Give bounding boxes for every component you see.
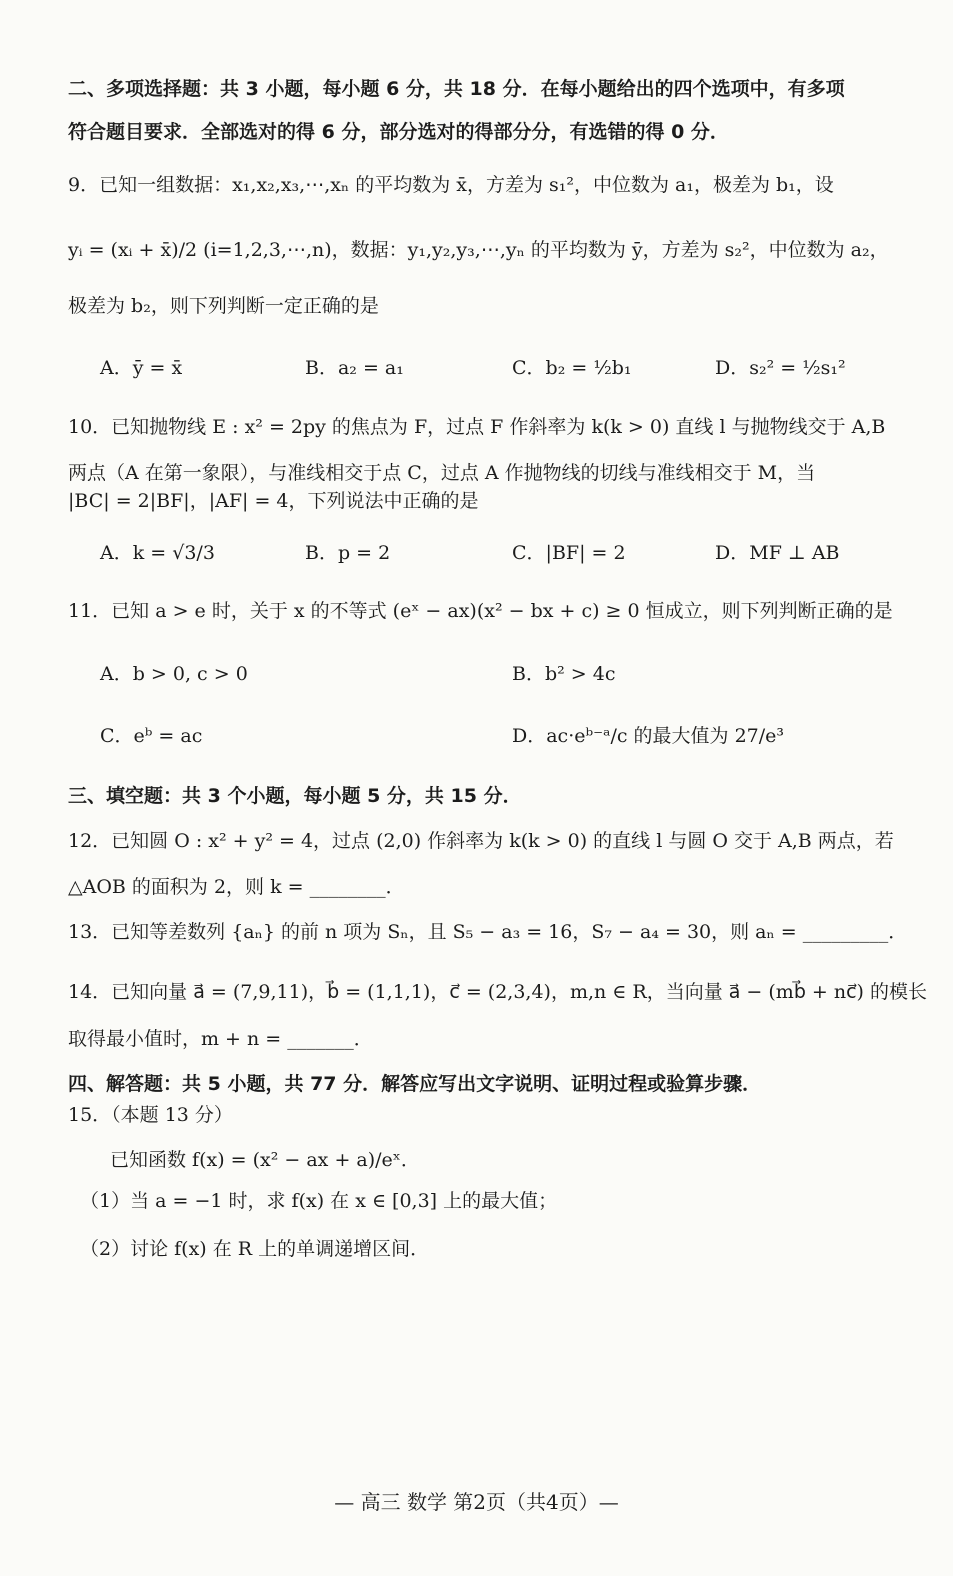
question-9-option-c: C．b₂ = ½b₁: [512, 357, 632, 379]
question-9-option-d: D．s₂² = ½s₁²: [715, 357, 846, 379]
question-10-option-d: D．MF ⊥ AB: [715, 542, 840, 564]
section-2-instructions-line1: 二、多项选择题：共 3 小题，每小题 6 分，共 18 分．在每小题给出的四个选项中，有多项: [68, 78, 845, 100]
question-11-line1: 11．已知 a > e 时，关于 x 的不等式 (eˣ − ax)(x² − bx + c) ≥ 0 恒成立，则下列判断正确的是: [68, 600, 893, 622]
section-2-instructions-line2: 符合题目要求．全部选对的得 6 分，部分选对的得部分分，有选错的得 0 分．: [68, 121, 729, 143]
section-4-instructions: 四、解答题：共 5 小题，共 77 分．解答应写出文字说明、证明过程或验算步骤．: [68, 1073, 762, 1095]
question-14-line1: 14．已知向量 a⃗ = (7,9,11)，b⃗ = (1,1,1)，c⃗ = (2,3,4)，m,n ∈ R，当向量 a⃗ − (mb⃗ + nc⃗) 的模长: [68, 981, 928, 1003]
question-10-line1: 10．已知抛物线 E : x² = 2py 的焦点为 F，过点 F 作斜率为 k(k > 0) 直线 l 与抛物线交于 A,B: [68, 416, 886, 438]
question-14-line2: 取得最小值时，m + n = _______．: [68, 1028, 373, 1050]
question-9-line2: yᵢ = (xᵢ + x̄)/2 (i=1,2,3,⋯,n)，数据：y₁,y₂,y₃,⋯,yₙ 的平均数为 ȳ，方差为 s₂²，中位数为 a₂，: [68, 239, 889, 261]
question-10-line2: 两点（A 在第一象限），与准线相交于点 C，过点 A 作抛物线的切线与准线相交于 M，当: [68, 462, 816, 484]
question-10-line3: |BC| = 2|BF|，|AF| = 4，下列说法中正确的是: [68, 490, 479, 512]
question-12-line2: △AOB 的面积为 2，则 k = ________．: [68, 876, 405, 898]
question-15-function: 已知函数 f(x) = (x² − ax + a)/eˣ．: [110, 1149, 420, 1171]
question-9-line3: 极差为 b₂，则下列判断一定正确的是: [68, 295, 379, 317]
question-10-option-c: C．|BF| = 2: [512, 542, 626, 564]
question-12-line1: 12．已知圆 O : x² + y² = 4，过点 (2,0) 作斜率为 k(k > 0) 的直线 l 与圆 O 交于 A,B 两点，若: [68, 830, 894, 852]
question-9-option-a: A．ȳ = x̄: [100, 357, 183, 379]
question-15-heading: 15．（本题 13 分）: [68, 1104, 233, 1126]
question-10-option-b: B．p = 2: [305, 542, 391, 564]
question-10-option-a: A．k = √3/3: [100, 542, 215, 564]
question-11-option-b: B．b² > 4c: [512, 663, 616, 685]
question-13-line1: 13．已知等差数列 {aₙ} 的前 n 项为 Sₙ，且 S₅ − a₃ = 16，S₇ − a₄ = 30，则 aₙ = _________．: [68, 921, 908, 943]
question-9-line1: 9．已知一组数据：x₁,x₂,x₃,⋯,xₙ 的平均数为 x̄，方差为 s₁²，中位数为 a₁，极差为 b₁，设: [68, 174, 834, 196]
question-9-option-b: B．a₂ = a₁: [305, 357, 404, 379]
page-footer: — 高三 数学 第2页（共4页）—: [334, 1490, 619, 1514]
question-11-option-d: D．ac·eᵇ⁻ᵃ/c 的最大值为 27/e³: [512, 725, 785, 747]
question-11-option-c: C．eᵇ = ac: [100, 725, 203, 747]
question-11-option-a: A．b > 0, c > 0: [100, 663, 248, 685]
question-15-part-2: （2）讨论 f(x) 在 R 上的单调递增区间．: [80, 1238, 430, 1260]
question-15-part-1: （1）当 a = −1 时，求 f(x) 在 x ∈ [0,3] 上的最大值；: [80, 1190, 558, 1212]
section-3-instructions: 三、填空题：共 3 个小题，每小题 5 分，共 15 分．: [68, 785, 522, 807]
